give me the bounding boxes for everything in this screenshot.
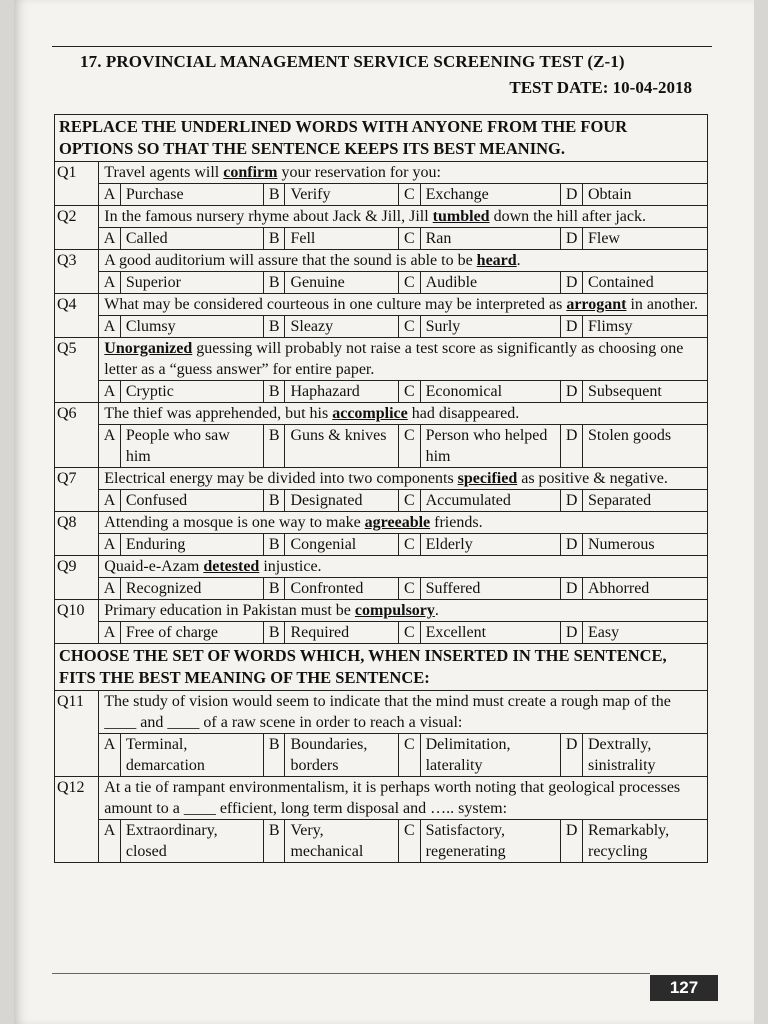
- options-row: [55, 381, 708, 403]
- underlined-word: arrogant: [566, 296, 627, 313]
- question-number: Q11: [55, 691, 99, 777]
- options-row: [55, 578, 708, 600]
- option-text: Guns & knives: [285, 425, 399, 468]
- options-row: [55, 272, 708, 294]
- question-row: [55, 777, 708, 820]
- option-letter: B: [263, 272, 285, 294]
- question-text-before: In the famous nursery rhyme about Jack & Jill, Jill: [104, 208, 433, 225]
- option-letter: C: [399, 228, 421, 250]
- question-row: [55, 600, 708, 622]
- question-text: [99, 206, 708, 228]
- question-text-before: Travel agents will: [104, 164, 224, 181]
- option-letter: C: [399, 272, 421, 294]
- option-text: Congenial: [285, 534, 399, 556]
- option-letter: B: [263, 228, 285, 250]
- options-row: [55, 734, 708, 777]
- option-text: Contained: [582, 272, 707, 294]
- question-row: [55, 691, 708, 734]
- question-text: [99, 691, 708, 734]
- option-letter: C: [399, 316, 421, 338]
- question-text-before: At a tie of rampant environmentalism, it is perhaps worth noting that geological processes amount to a ____ efficient, long term disposal and ….. system:: [104, 779, 681, 817]
- question-text: [99, 294, 708, 316]
- option-text: Exchange: [420, 184, 561, 206]
- underlined-word: confirm: [223, 164, 278, 181]
- underlined-word: heard: [476, 252, 517, 269]
- book-page: [14, 0, 754, 1024]
- option-letter: C: [399, 820, 421, 863]
- option-letter: A: [99, 316, 121, 338]
- question-text: [99, 556, 708, 578]
- test-title: 17. PROVINCIAL MANAGEMENT SERVICE SCREENING TEST (Z-1): [80, 52, 625, 71]
- option-text: Verify: [285, 184, 399, 206]
- option-text: Remarkably, recycling: [582, 820, 707, 863]
- underlined-word: detested: [203, 558, 260, 575]
- options-row: [55, 184, 708, 206]
- option-text: Designated: [285, 490, 399, 512]
- question-number: Q6: [55, 403, 99, 468]
- option-letter: A: [99, 425, 121, 468]
- option-letter: A: [99, 734, 121, 777]
- option-text: Terminal, demarcation: [120, 734, 263, 777]
- option-letter: D: [561, 490, 583, 512]
- underlined-word: agreeable: [364, 514, 431, 531]
- option-text: Numerous: [582, 534, 707, 556]
- underlined-word: specified: [457, 470, 518, 487]
- section-header-replace: [55, 115, 708, 162]
- option-text: Audible: [420, 272, 561, 294]
- header-rule: [52, 46, 712, 47]
- question-row: [55, 338, 708, 381]
- question-text-after: injustice.: [259, 558, 322, 575]
- question-row: [55, 206, 708, 228]
- option-letter: D: [561, 381, 583, 403]
- option-letter: B: [263, 820, 285, 863]
- question-table: [54, 114, 708, 863]
- question-text: [99, 468, 708, 490]
- option-letter: B: [263, 425, 285, 468]
- underlined-word: Unorganized: [104, 340, 193, 357]
- section-instruction: CHOOSE THE SET OF WORDS WHICH, WHEN INSERTED IN THE SENTENCE, FITS THE BEST MEANING OF THE SENTENCE:: [55, 644, 708, 691]
- option-text: Excellent: [420, 622, 561, 644]
- question-text-after: guessing will probably not raise a test score as significantly as choosing one letter as a “guess answer” for entire paper.: [104, 340, 684, 378]
- option-letter: C: [399, 381, 421, 403]
- option-text: Extraordinary, closed: [120, 820, 263, 863]
- question-number: Q10: [55, 600, 99, 644]
- option-letter: A: [99, 622, 121, 644]
- question-text: [99, 600, 708, 622]
- option-letter: A: [99, 534, 121, 556]
- option-letter: A: [99, 381, 121, 403]
- options-row: [55, 425, 708, 468]
- question-text: [99, 250, 708, 272]
- option-letter: B: [263, 734, 285, 777]
- option-letter: C: [399, 490, 421, 512]
- options-row: [55, 622, 708, 644]
- option-letter: A: [99, 228, 121, 250]
- option-text: Easy: [582, 622, 707, 644]
- question-row: [55, 162, 708, 184]
- question-number: Q3: [55, 250, 99, 294]
- option-text: Superior: [120, 272, 263, 294]
- question-row: [55, 294, 708, 316]
- options-row: [55, 820, 708, 863]
- option-letter: D: [561, 272, 583, 294]
- option-text: Fell: [285, 228, 399, 250]
- question-text-before: Attending a mosque is one way to make: [104, 514, 365, 531]
- option-text: Genuine: [285, 272, 399, 294]
- option-letter: A: [99, 272, 121, 294]
- option-letter: A: [99, 184, 121, 206]
- question-number: Q8: [55, 512, 99, 556]
- option-letter: B: [263, 578, 285, 600]
- section-header-fill-in: [55, 644, 708, 691]
- underlined-word: compulsory: [354, 602, 435, 619]
- option-letter: D: [561, 820, 583, 863]
- option-text: Free of charge: [120, 622, 263, 644]
- question-text: [99, 162, 708, 184]
- option-text: Obtain: [582, 184, 707, 206]
- question-row: [55, 556, 708, 578]
- footer-rule: [52, 973, 650, 974]
- option-text: People who saw him: [120, 425, 263, 468]
- option-letter: C: [399, 734, 421, 777]
- question-row: [55, 512, 708, 534]
- underlined-word: tumbled: [432, 208, 490, 225]
- option-letter: D: [561, 622, 583, 644]
- page-number: 127: [650, 975, 718, 1001]
- question-text-before: What may be considered courteous in one culture may be interpreted as: [104, 296, 567, 313]
- question-number: Q4: [55, 294, 99, 338]
- question-row: [55, 403, 708, 425]
- option-letter: B: [263, 184, 285, 206]
- question-text-before: The thief was apprehended, but his: [104, 405, 333, 422]
- question-text: [99, 338, 708, 381]
- option-letter: A: [99, 490, 121, 512]
- question-row: [55, 468, 708, 490]
- option-text: Sleazy: [285, 316, 399, 338]
- option-text: Subsequent: [582, 381, 707, 403]
- option-letter: B: [263, 622, 285, 644]
- option-text: Haphazard: [285, 381, 399, 403]
- question-text-after: had disappeared.: [407, 405, 520, 422]
- option-text: Separated: [582, 490, 707, 512]
- question-text-after: as positive & negative.: [517, 470, 668, 487]
- question-text-after: down the hill after jack.: [489, 208, 646, 225]
- question-number: Q7: [55, 468, 99, 512]
- option-text: Suffered: [420, 578, 561, 600]
- option-letter: B: [263, 316, 285, 338]
- option-text: Ran: [420, 228, 561, 250]
- option-text: Flew: [582, 228, 707, 250]
- option-letter: C: [399, 622, 421, 644]
- question-number: Q9: [55, 556, 99, 600]
- option-letter: B: [263, 534, 285, 556]
- option-text: Dextrally, sinistrality: [582, 734, 707, 777]
- option-letter: C: [399, 184, 421, 206]
- option-letter: D: [561, 316, 583, 338]
- option-text: Satisfactory, regenerating: [420, 820, 561, 863]
- options-row: [55, 534, 708, 556]
- question-text-after: .: [434, 602, 439, 619]
- question-text-before: The study of vision would seem to indicate that the mind must create a rough map of the ____ and ____ of a raw scene in order to reach a visual:: [104, 693, 671, 731]
- option-letter: B: [263, 381, 285, 403]
- option-letter: C: [399, 425, 421, 468]
- option-letter: D: [561, 578, 583, 600]
- option-text: Accumulated: [420, 490, 561, 512]
- question-row: [55, 250, 708, 272]
- option-text: Economical: [420, 381, 561, 403]
- option-text: Elderly: [420, 534, 561, 556]
- option-letter: B: [263, 490, 285, 512]
- option-letter: D: [561, 734, 583, 777]
- question-number: Q1: [55, 162, 99, 206]
- option-text: Flimsy: [582, 316, 707, 338]
- question-text: [99, 403, 708, 425]
- option-letter: C: [399, 578, 421, 600]
- options-row: [55, 490, 708, 512]
- question-text-after: .: [516, 252, 521, 269]
- option-text: Called: [120, 228, 263, 250]
- option-text: Surly: [420, 316, 561, 338]
- option-text: Confused: [120, 490, 263, 512]
- question-text-after: friends.: [430, 514, 483, 531]
- section-instruction: REPLACE THE UNDERLINED WORDS WITH ANYONE FROM THE FOUR OPTIONS SO THAT THE SENTENCE KEEPS ITS BEST MEANING.: [55, 115, 708, 162]
- option-letter: D: [561, 534, 583, 556]
- option-text: Person who helped him: [420, 425, 561, 468]
- option-letter: D: [561, 228, 583, 250]
- option-text: Required: [285, 622, 399, 644]
- question-text-after: your reservation for you:: [277, 164, 441, 181]
- question-text-before: Quaid-e-Azam: [104, 558, 204, 575]
- option-letter: A: [99, 578, 121, 600]
- option-text: Enduring: [120, 534, 263, 556]
- option-text: Confronted: [285, 578, 399, 600]
- question-number: Q5: [55, 338, 99, 403]
- option-text: Clumsy: [120, 316, 263, 338]
- test-date: TEST DATE: 10-04-2018: [509, 78, 692, 97]
- option-text: Boundaries, borders: [285, 734, 399, 777]
- option-text: Abhorred: [582, 578, 707, 600]
- option-text: Purchase: [120, 184, 263, 206]
- question-text-before: Electrical energy may be divided into two components: [104, 470, 458, 487]
- option-text: Recognized: [120, 578, 263, 600]
- option-text: Cryptic: [120, 381, 263, 403]
- option-letter: D: [561, 425, 583, 468]
- question-text: [99, 512, 708, 534]
- underlined-word: accomplice: [332, 405, 408, 422]
- options-row: [55, 316, 708, 338]
- question-text: [99, 777, 708, 820]
- question-text-before: A good auditorium will assure that the sound is able to be: [104, 252, 477, 269]
- option-letter: D: [561, 184, 583, 206]
- question-text-after: in another.: [626, 296, 699, 313]
- option-letter: C: [399, 534, 421, 556]
- question-number: Q2: [55, 206, 99, 250]
- option-letter: A: [99, 820, 121, 863]
- question-text-before: Primary education in Pakistan must be: [104, 602, 355, 619]
- option-text: Stolen goods: [582, 425, 707, 468]
- options-row: [55, 228, 708, 250]
- option-text: Very, mechanical: [285, 820, 399, 863]
- option-text: Delimitation, laterality: [420, 734, 561, 777]
- question-number: Q12: [55, 777, 99, 863]
